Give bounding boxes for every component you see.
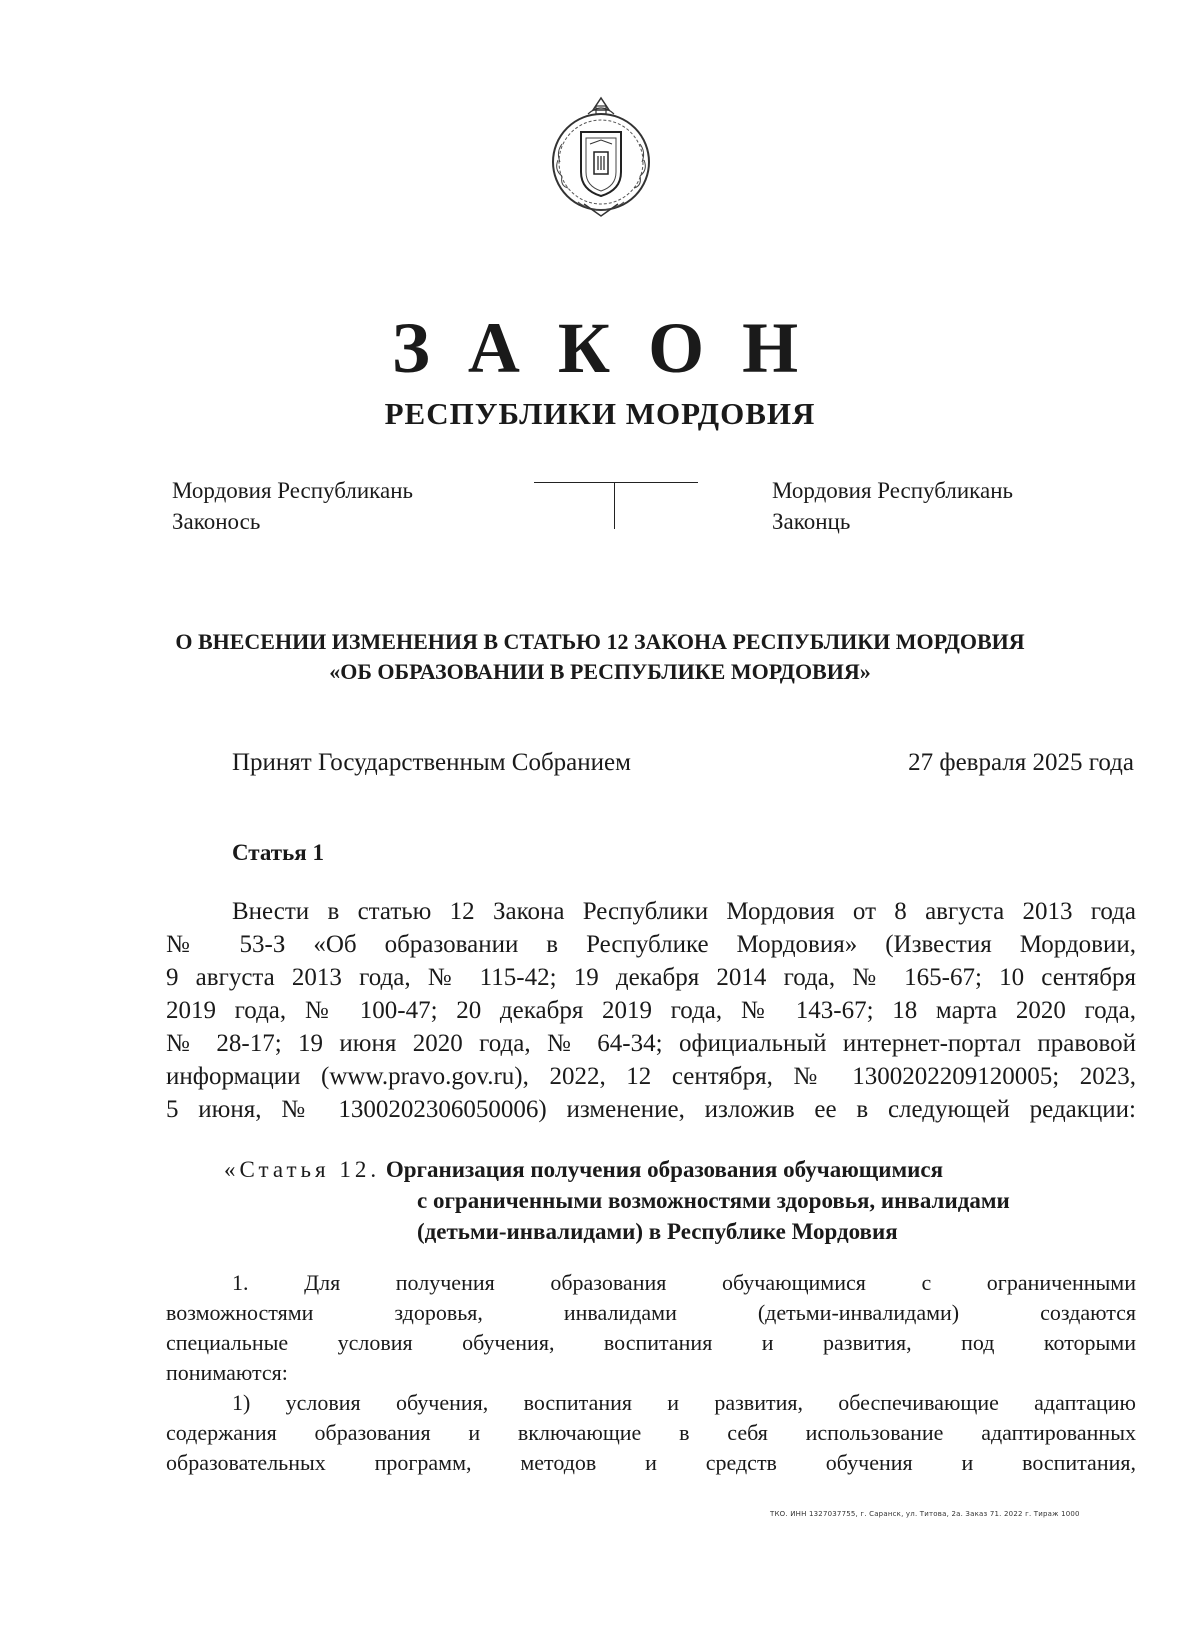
article-1-line: 5 июня, № 1300202306050006) изменение, изложив ее в следующей редакции: (166, 1096, 1136, 1123)
law-heading (0, 627, 1200, 687)
quoted-article-title-line-3: (детьми-инвалидами) в Республике Мордовия (417, 1219, 898, 1244)
mordvin-title-left (172, 475, 413, 537)
law-subtitle: РЕСПУБЛИКИ МОРДОВИЯ (384, 396, 816, 431)
article-1-line: Внести в статью 12 Закона Республики Мордовия от 8 августа 2013 года (232, 898, 1136, 925)
mordvin-right-line-1: Мордовия Республикань (772, 478, 1014, 503)
printer-imprint: ТКО. ИНН 1327037755, г. Саранск, ул. Титова, 2а. Заказ 71. 2022 г. Тираж 1000 (770, 1510, 1080, 1518)
subclause-1-line: образовательных программ, методов и средств обучения и воспитания, (166, 1450, 1136, 1475)
article-1-line: 9 августа 2013 года, № 115-42; 19 декабря 2014 года, № 165-67; 10 сентября (166, 964, 1136, 991)
law-heading-line-2: «ОБ ОБРАЗОВАНИИ В РЕСПУБЛИКЕ МОРДОВИЯ» (329, 659, 871, 684)
mordovia-coat-of-arms-icon (548, 92, 654, 222)
registration-line (534, 482, 698, 483)
law-heading-line-1: О ВНЕСЕНИИ ИЗМЕНЕНИЯ В СТАТЬЮ 12 ЗАКОНА РЕСПУБЛИКИ МОРДОВИЯ (175, 629, 1025, 654)
article-1-line: информации (www.pravo.gov.ru), 2022, 12 сентября, № 1300202209120005; 2023, (166, 1063, 1136, 1090)
mordvin-left-line-2: Законось (172, 509, 261, 534)
clause-1-line: специальные условия обучения, воспитания и развития, под которыми (166, 1330, 1136, 1355)
adopted-by: Принят Государственным Собранием (232, 749, 631, 776)
quoted-article-title (224, 1154, 1010, 1247)
quoted-article-prefix: «Статья 12. (224, 1157, 381, 1182)
subclause-1-line: содержания образования и включающие в себя использование адаптированных (166, 1420, 1136, 1445)
registration-divider (614, 483, 615, 529)
clause-1-line: возможностями здоровья, инвалидами (детьми-инвалидами) создаются (166, 1300, 1136, 1325)
quoted-article-title-line-1: Организация получения образования обучающимися (385, 1157, 944, 1182)
article-1-title: Статья 1 (232, 840, 324, 865)
mordvin-title-right (772, 475, 1013, 537)
adopted-date: 27 февраля 2025 года (908, 749, 1134, 776)
article-1-line: № 53-З «Об образовании в Республике Мордовия» (Известия Мордовии, (166, 931, 1136, 958)
mordvin-right-line-2: Законць (772, 509, 851, 534)
article-1-line: № 28-17; 19 июня 2020 года, № 64-34; официальный интернет-портал правовой (166, 1030, 1136, 1057)
clause-1-line: 1. Для получения образования обучающимися с ограниченными (232, 1270, 1136, 1295)
article-1-line: 2019 года, № 100-47; 20 декабря 2019 года, № 143-67; 18 марта 2020 года, (166, 997, 1136, 1024)
quoted-article-title-line-2: с ограниченными возможностями здоровья, инвалидами (417, 1188, 1010, 1213)
law-title: З А К О Н (391, 308, 809, 388)
subclause-1-line: 1) условия обучения, воспитания и развития, обеспечивающие адаптацию (232, 1390, 1136, 1415)
clause-1-line: понимаются: (166, 1360, 288, 1385)
article-1-body (166, 895, 1136, 1126)
clause-1 (166, 1268, 1136, 1478)
mordvin-left-line-1: Мордовия Республикань (172, 478, 414, 503)
